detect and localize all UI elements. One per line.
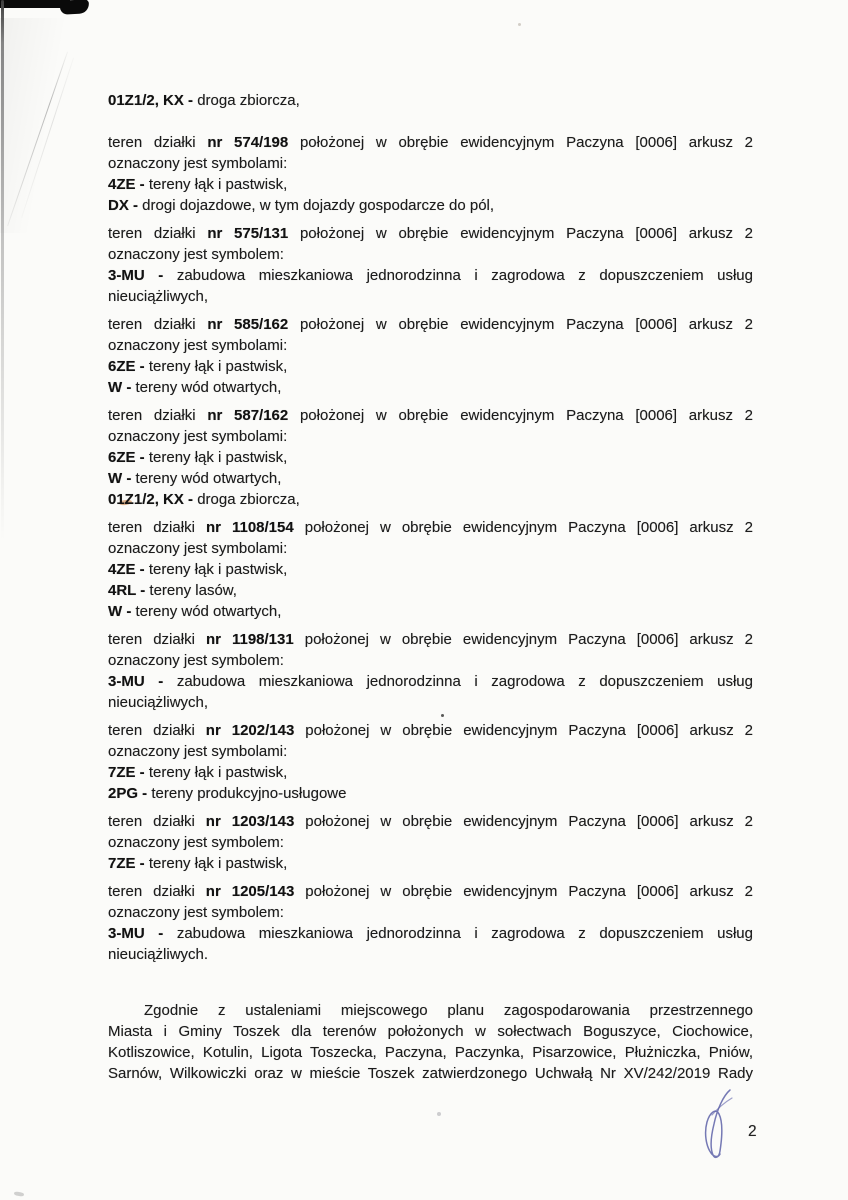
symbol-line xyxy=(108,783,753,804)
symbol-line xyxy=(108,447,753,468)
symbol-code: 01Z1/2, KX - xyxy=(108,92,194,109)
intro-rest: położonej w obrębie ewidencyjnym Paczyna [0006] arkusz 2 xyxy=(305,883,753,900)
parcel-intro-line xyxy=(108,629,753,650)
symbol-code: 3-MU - xyxy=(108,267,164,284)
symbol-line xyxy=(108,601,753,622)
intro-rest: położonej w obrębie ewidencyjnym Paczyna [0006] arkusz 2 xyxy=(305,722,753,739)
intro-pre: teren działki xyxy=(108,519,195,536)
parcel-block xyxy=(108,811,753,874)
handwritten-signature xyxy=(697,1086,737,1166)
parcel-number: nr 575/131 xyxy=(207,225,289,242)
parcel-number: nr 574/198 xyxy=(207,134,289,151)
symbol-desc: tereny łąk i pastwisk, xyxy=(148,764,288,781)
intro-rest: położonej w obrębie ewidencyjnym Paczyna [0006] arkusz 2 xyxy=(299,225,754,242)
parcel-intro-line xyxy=(108,517,753,538)
designation-line: oznaczony jest symbolami: xyxy=(108,337,288,354)
symbol-desc: zabudowa mieszkaniowa jednorodzinna i zagrodowa z dopuszczeniem usług nieuciążliwych, xyxy=(108,267,753,305)
parcel-intro-line xyxy=(108,881,753,902)
symbol-desc: tereny lasów, xyxy=(149,582,237,599)
symbol-code: 3-MU - xyxy=(108,673,164,690)
symbol-desc: zabudowa mieszkaniowa jednorodzinna i zagrodowa z dopuszczeniem usług nieuciążliwych. xyxy=(108,925,753,963)
symbol-line xyxy=(108,489,753,510)
designation-line: oznaczony jest symbolami: xyxy=(108,155,288,172)
parcel-number: nr 585/162 xyxy=(207,316,289,333)
symbol-code: W - xyxy=(108,379,132,396)
symbol-desc: tereny produkcyjno-usługowe xyxy=(151,785,347,802)
symbol-code: 2PG - xyxy=(108,785,148,802)
zoning-symbol-top-line xyxy=(108,90,753,111)
intro-pre: teren działki xyxy=(108,883,195,900)
symbol-line xyxy=(108,174,753,195)
parcel-number: nr 1108/154 xyxy=(205,519,294,536)
symbol-line xyxy=(108,671,753,713)
closing-line: Zgodnie z ustaleniami miejscowego planu zagospodarowania przestrzennego xyxy=(144,1002,753,1019)
intro-rest: położonej w obrębie ewidencyjnym Paczyna [0006] arkusz 2 xyxy=(299,316,754,333)
closing-line: Miasta i Gminy Toszek dla terenów położonych w sołectwach Boguszyce, Ciochowice, xyxy=(108,1023,753,1040)
symbol-code: 6ZE - xyxy=(108,358,145,375)
intro-rest: położonej w obrębie ewidencyjnym Paczyna [0006] arkusz 2 xyxy=(305,813,753,830)
symbol-code: 01Z1/2, KX - xyxy=(108,491,194,508)
symbol-desc: droga zbiorcza, xyxy=(197,491,300,508)
symbol-code: 7ZE - xyxy=(108,855,145,872)
parcel-block xyxy=(108,223,753,307)
symbol-desc: tereny wód otwartych, xyxy=(135,379,282,396)
symbol-desc: tereny wód otwartych, xyxy=(135,470,282,487)
parcel-intro-line xyxy=(108,132,753,153)
symbol-code: W - xyxy=(108,603,132,620)
symbol-code: 7ZE - xyxy=(108,764,145,781)
intro-pre: teren działki xyxy=(108,407,196,424)
symbol-desc: droga zbiorcza, xyxy=(197,92,300,109)
parcel-block xyxy=(108,132,753,216)
symbol-desc: tereny łąk i pastwisk, xyxy=(148,561,288,578)
closing-line: Kotliszowice, Kotulin, Ligota Toszecka, Paczyna, Paczynka, Pisarzowice, Płużniczka, Pniów, xyxy=(108,1044,753,1061)
symbol-desc: drogi dojazdowe, w tym dojazdy gospodarcze do pól, xyxy=(142,197,495,214)
symbol-line xyxy=(108,762,753,783)
parcel-number: nr 1202/143 xyxy=(205,722,295,739)
symbol-line xyxy=(108,580,753,601)
designation-line: oznaczony jest symbolem: xyxy=(108,246,284,263)
designation-line: oznaczony jest symbolem: xyxy=(108,834,284,851)
designation-line: oznaczony jest symbolem: xyxy=(108,652,284,669)
symbol-desc: tereny łąk i pastwisk, xyxy=(148,176,288,193)
parcel-intro-line xyxy=(108,405,753,426)
intro-rest: położonej w obrębie ewidencyjnym Paczyna [0006] arkusz 2 xyxy=(299,407,754,424)
parcel-block xyxy=(108,314,753,398)
parcel-number: nr 1203/143 xyxy=(205,813,295,830)
parcel-block xyxy=(108,405,753,510)
parcel-intro-line xyxy=(108,223,753,244)
symbol-code: 3-MU - xyxy=(108,925,164,942)
closing-paragraph xyxy=(108,1000,753,1084)
symbol-code: 6ZE - xyxy=(108,449,145,466)
intro-rest: położonej w obrębie ewidencyjnym Paczyna [0006] arkusz 2 xyxy=(299,134,754,151)
designation-line: oznaczony jest symbolami: xyxy=(108,428,288,445)
parcel-intro-line xyxy=(108,811,753,832)
designation-line: oznaczony jest symbolem: xyxy=(108,904,284,921)
symbol-line xyxy=(108,265,753,307)
parcel-block xyxy=(108,720,753,804)
scan-speck xyxy=(437,1112,441,1116)
parcel-block xyxy=(108,517,753,622)
intro-pre: teren działki xyxy=(108,722,195,739)
parcel-intro-line xyxy=(108,314,753,335)
scan-left-edge-shadow xyxy=(0,18,66,233)
parcel-block xyxy=(108,881,753,965)
intro-pre: teren działki xyxy=(108,134,196,151)
symbol-line xyxy=(108,195,753,216)
symbol-desc: tereny łąk i pastwisk, xyxy=(148,855,288,872)
intro-pre: teren działki xyxy=(108,225,196,242)
closing-line: Sarnów, Wilkowiczki oraz w mieście Toszek zatwierdzonego Uchwałą Nr XV/242/2019 Rady xyxy=(108,1065,753,1082)
parcel-intro-line xyxy=(108,720,753,741)
parcel-number: nr 1198/131 xyxy=(205,631,294,648)
parcel-number: nr 587/162 xyxy=(207,407,289,424)
symbol-line xyxy=(108,356,753,377)
symbol-code: 4ZE - xyxy=(108,176,145,193)
symbol-desc: tereny łąk i pastwisk, xyxy=(148,358,288,375)
designation-line: oznaczony jest symbolami: xyxy=(108,540,288,557)
scan-speck xyxy=(14,1191,25,1197)
symbol-desc: tereny łąk i pastwisk, xyxy=(148,449,288,466)
intro-pre: teren działki xyxy=(108,631,195,648)
symbol-code: 4RL - xyxy=(108,582,146,599)
intro-pre: teren działki xyxy=(108,813,195,830)
symbol-line xyxy=(108,377,753,398)
page-number: 2 xyxy=(748,1123,757,1140)
intro-rest: położonej w obrębie ewidencyjnym Paczyna [0006] arkusz 2 xyxy=(304,631,753,648)
intro-rest: położonej w obrębie ewidencyjnym Paczyna [0006] arkusz 2 xyxy=(304,519,753,536)
scan-speck xyxy=(518,23,521,26)
symbol-line xyxy=(108,853,753,874)
symbol-line xyxy=(108,923,753,965)
symbol-line xyxy=(108,468,753,489)
symbol-code: DX - xyxy=(108,197,138,214)
symbol-line xyxy=(108,559,753,580)
parcel-block xyxy=(108,629,753,713)
symbol-code: W - xyxy=(108,470,132,487)
symbol-desc: tereny wód otwartych, xyxy=(135,603,282,620)
parcel-number: nr 1205/143 xyxy=(205,883,295,900)
symbol-desc: zabudowa mieszkaniowa jednorodzinna i zagrodowa z dopuszczeniem usług nieuciążliwych, xyxy=(108,673,753,711)
document-body xyxy=(108,90,753,1084)
intro-pre: teren działki xyxy=(108,316,196,333)
designation-line: oznaczony jest symbolami: xyxy=(108,743,288,760)
scan-corner-black-blob xyxy=(60,0,90,15)
symbol-code: 4ZE - xyxy=(108,561,145,578)
